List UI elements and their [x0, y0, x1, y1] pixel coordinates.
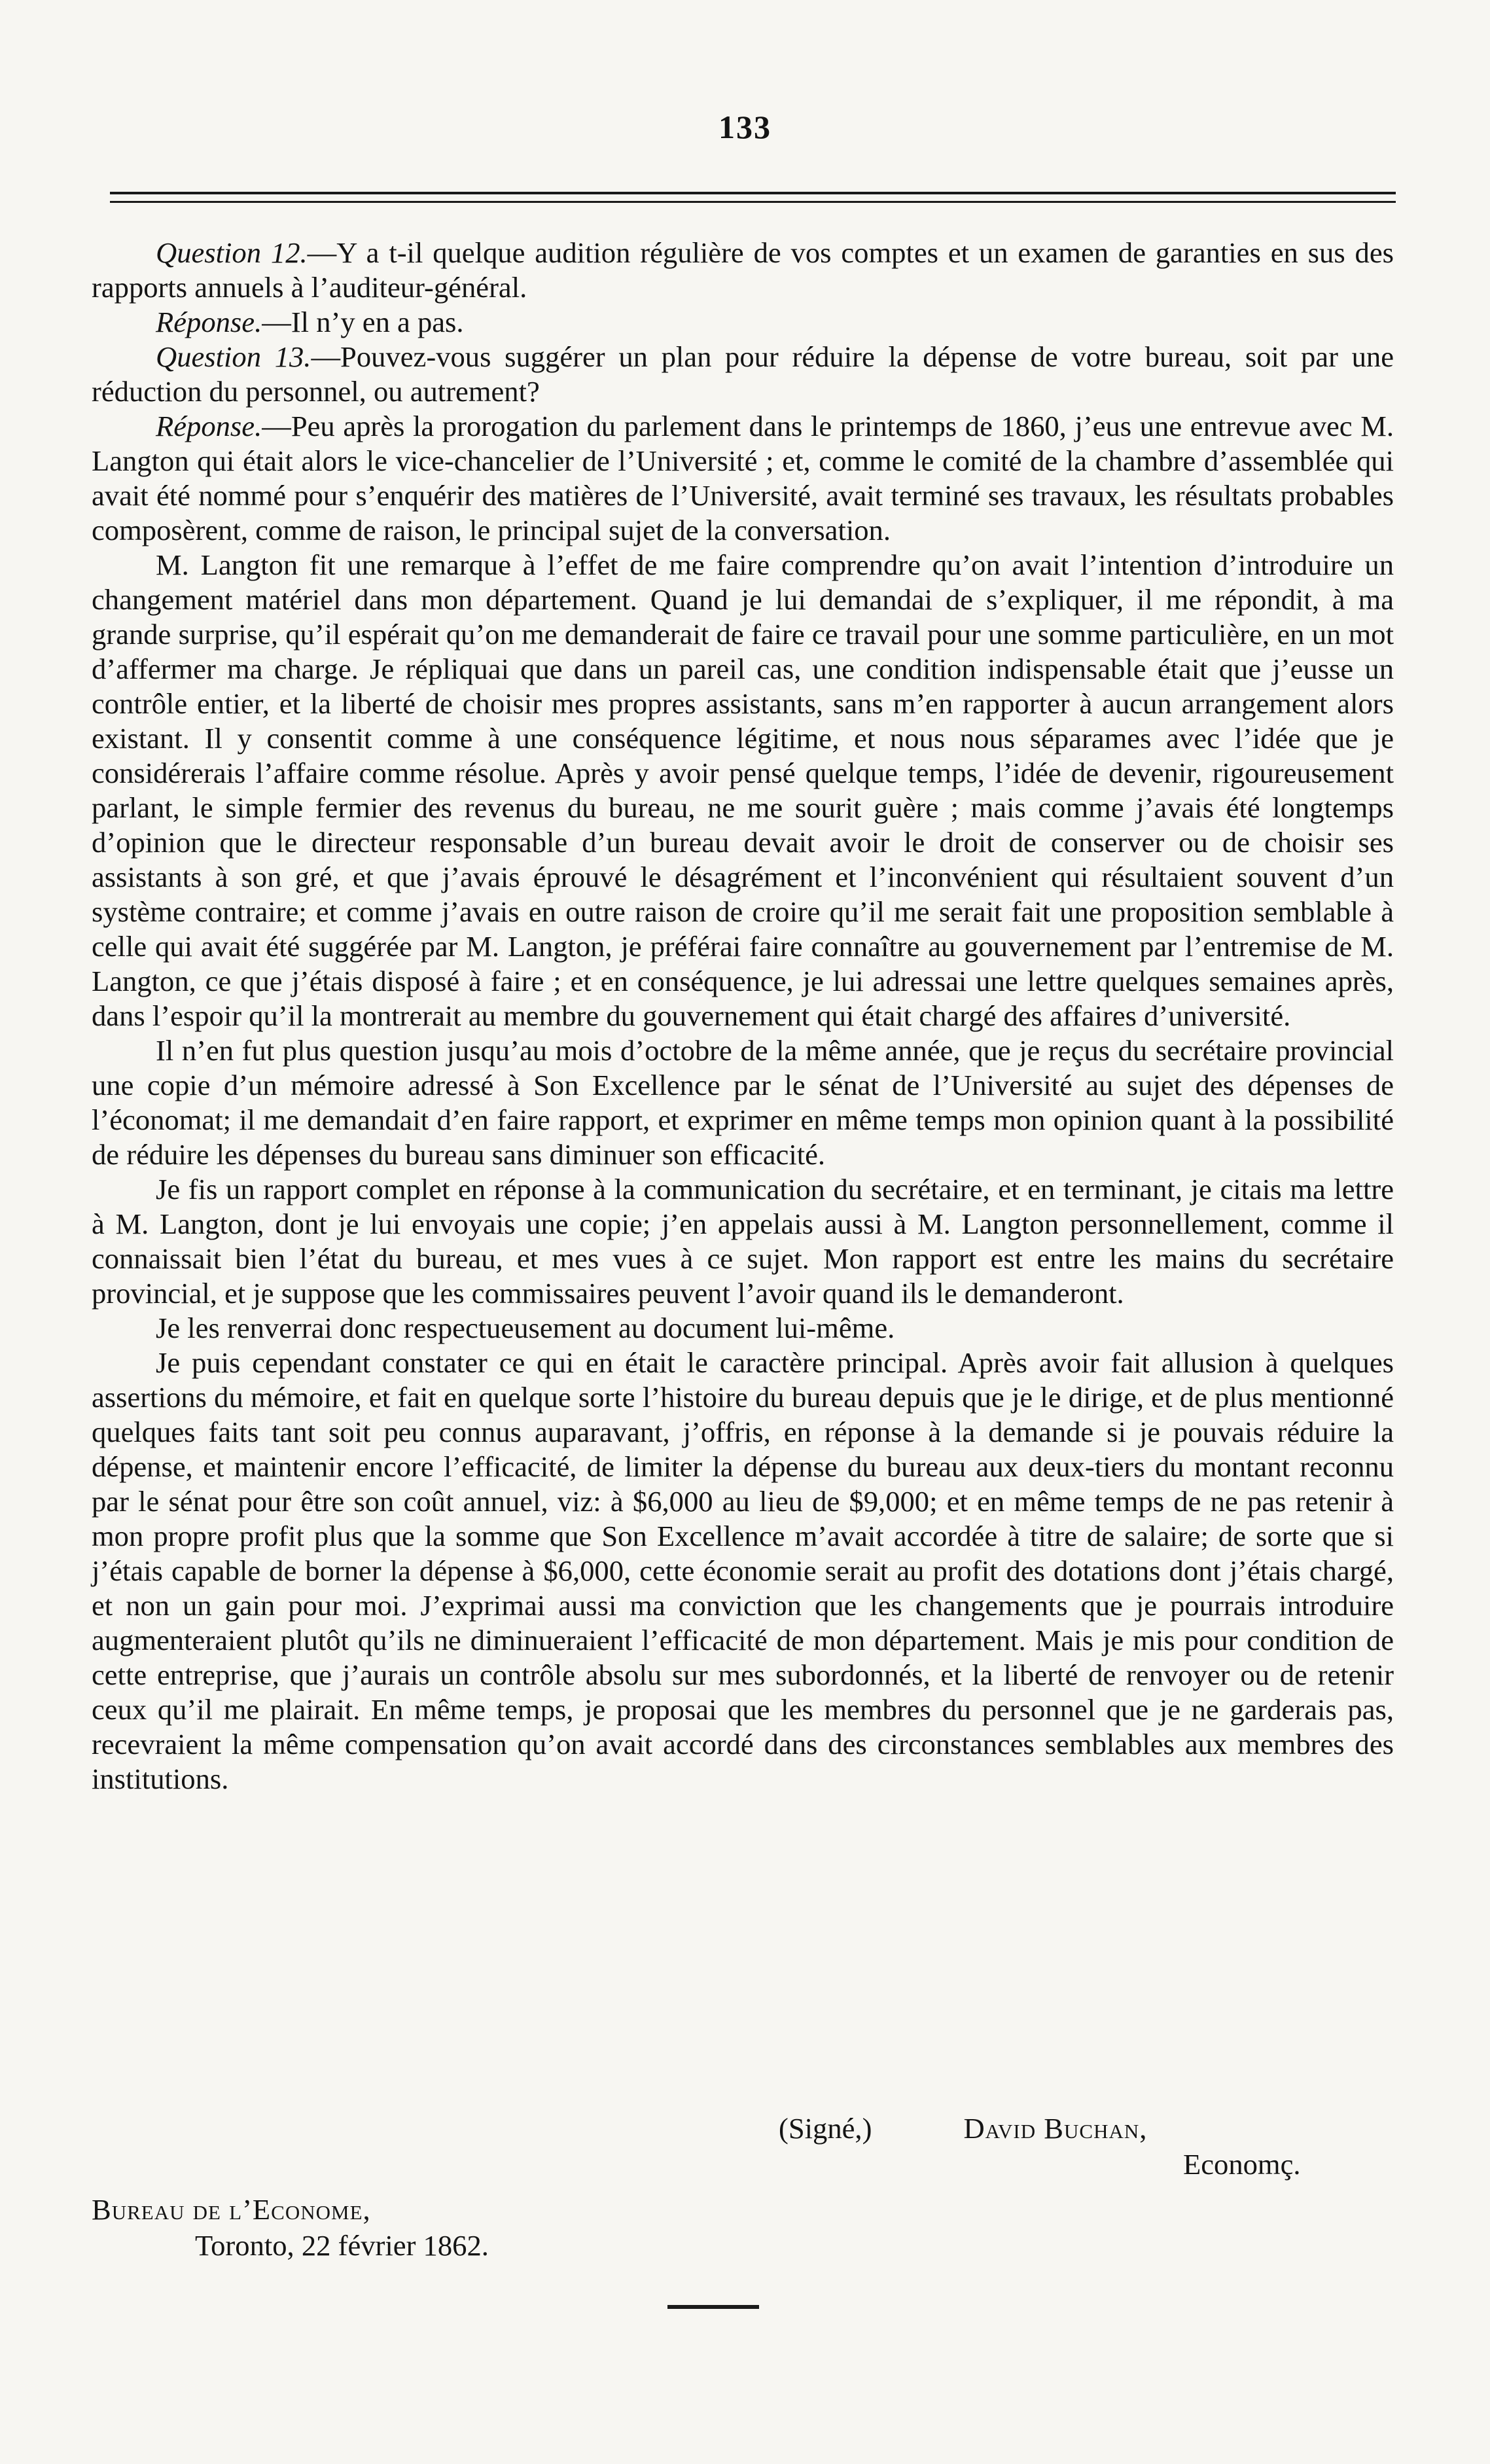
end-rule: [667, 2305, 759, 2309]
signature-line: [779, 2111, 1147, 2145]
bureau-name: Bureau de l’Econome,: [92, 2193, 371, 2226]
paragraph-caractere: Je puis cependant constater ce qui en était le caractère principal. Après avoir fait allusion à quelques assertions du mémoire, et fait en quelque sorte l’histoire du bureau depuis que je le dirige, et de plus mentionné quelques faits tant soit peu connus auparavant, j’offris, en réponse à la demande si je pouvais réduire la dépense, et maintenir encore l’efficacité, de limiter la dépense du bureau aux deux-tiers du montant reconnu par le sénat pour être son coût annuel, viz: à $6,000 au lieu de $9,000; et en même temps de ne pas retenir à mon propre profit plus que la somme que Son Excellence m’avait accordée à titre de salaire; de sorte que si j’étais capable de borner la dépense à $6,000, cette économie serait au profit des dotations dont j’étais chargé, et non un gain pour moi. J’exprimai aussi ma conviction que les changements que je pourrais introduire augmenteraient plutôt qu’ils ne diminueraient l’efficacité de mon département. Mais je mis pour condition de cette entreprise, que j’aurais un contrôle absolu sur mes subordonnés, et la liberté de renvoyer ou de retenir ceux qu’il me plairait. En même temps, je proposai que les membres du personnel que je ne garderais pas, recevraient la même compensation qu’on avait accordé dans des circonstances semblables aux membres des institutions.: [92, 1346, 1394, 1795]
paragraph-question-13: Question 13.—Pouvez-vous suggérer un plan pour réduire la dépense de votre bureau, soit par une réduction du personnel, ou autrement?: [92, 340, 1394, 408]
signatory-name: David Buchan,: [963, 2112, 1148, 2145]
paragraph-reponse-13: Réponse.—Peu après la prorogation du parlement dans le printemps de 1860, j’eus une entrevue avec M. Langton qui était alors le vice-chancelier de l’Université ; et, comme le comité de la chambre d’assemblée qui avait été nommé pour s’enquérir des matières de l’Université, avait terminé ses travaux, les résultats probables composèrent, comme de raison, le principal sujet de la conversation.: [92, 410, 1394, 546]
body-text: [92, 236, 1394, 1796]
signed-mark: (Signé,): [779, 2112, 872, 2145]
signatory-title: Economç.: [1183, 2148, 1301, 2181]
place-date: Toronto, 22 février 1862.: [195, 2229, 489, 2262]
page-number: 133: [718, 109, 772, 145]
paragraph-langton-remark: M. Langton fit une remarque à l’effet de me faire comprendre qu’on avait l’intention d’introduire un changement matériel dans mon département. Quand je lui demandai de s’expliquer, il me répondit, à ma grande surprise, qu’il espérait qu’on me demanderait de faire ce travail pour une somme particulière, en un mot d’affermer ma charge. Je répliquai que dans un pareil cas, une condition indispensable était que j’eusse un contrôle entier, et la liberté de choisir mes propres assistants, sans m’en rapporter à aucun arrangement alors existant. Il y consentit comme à une conséquence légitime, et nous nous séparames avec l’idée que je considérerais l’affaire comme résolue. Après y avoir pensé quelque temps, l’idée de devenir, rigoureusement parlant, le simple fermier des revenus du bureau, ne me sourit guère ; mais comme j’avais été longtemps d’opinion que le directeur responsable d’un bureau devait avoir le droit de conserver ou de choisir ses assistants à son gré, et que j’avais éprouvé le désagrément et l’inconvénient qui résultaient souvent d’un système contraire; et comme j’avais en outre raison de croire qu’il me serait fait une proposition semblable à celle qui avait été suggérée par M. Langton, je préférai faire connaître au gouvernement par l’entremise de M. Langton, ce que j’étais disposé à faire ; et en conséquence, je lui adressai une lettre quelques semaines après, dans l’espoir qu’il la montrerait au membre du gouvernement qui était chargé des affaires d’université.: [92, 548, 1394, 1032]
paragraph-october: Il n’en fut plus question jusqu’au mois d’octobre de la même année, que je reçus du secrétaire provincial une copie d’un mémoire adressé à Son Excellence par le sénat de l’Université au sujet des dépenses de l’économat; il me demandait d’en faire rapport, et exprimer en même temps mon opinion quant à la possibilité de réduire les dépenses du bureau sans diminuer son efficacité.: [92, 1034, 1394, 1171]
paragraph-rapport: Je fis un rapport complet en réponse à la communication du secrétaire, et en terminant, je citais ma lettre à M. Langton, dont je lui envoyais une copie; j’en appelais aussi à M. Langton personnellement, comme il connaissait bien l’état du bureau, et mes vues à ce sujet. Mon rapport est entre les mains du secrétaire provincial, et je suppose que les commissaires peuvent l’avoir quand ils le demanderont.: [92, 1173, 1394, 1310]
header-rule: [110, 192, 1396, 194]
paragraph-renvoi: Je les renverrai donc respectueusement au document lui-même.: [156, 1312, 895, 1344]
header-rule-double: [110, 201, 1396, 203]
paragraph-question-12: Question 12.—Y a t-il quelque audition régulière de vos comptes et un examen de garanties en sus des rapports annuels à l’auditeur-général.: [92, 236, 1394, 304]
paragraph-reponse-12: Réponse.—Il n’y en a pas.: [156, 306, 464, 338]
